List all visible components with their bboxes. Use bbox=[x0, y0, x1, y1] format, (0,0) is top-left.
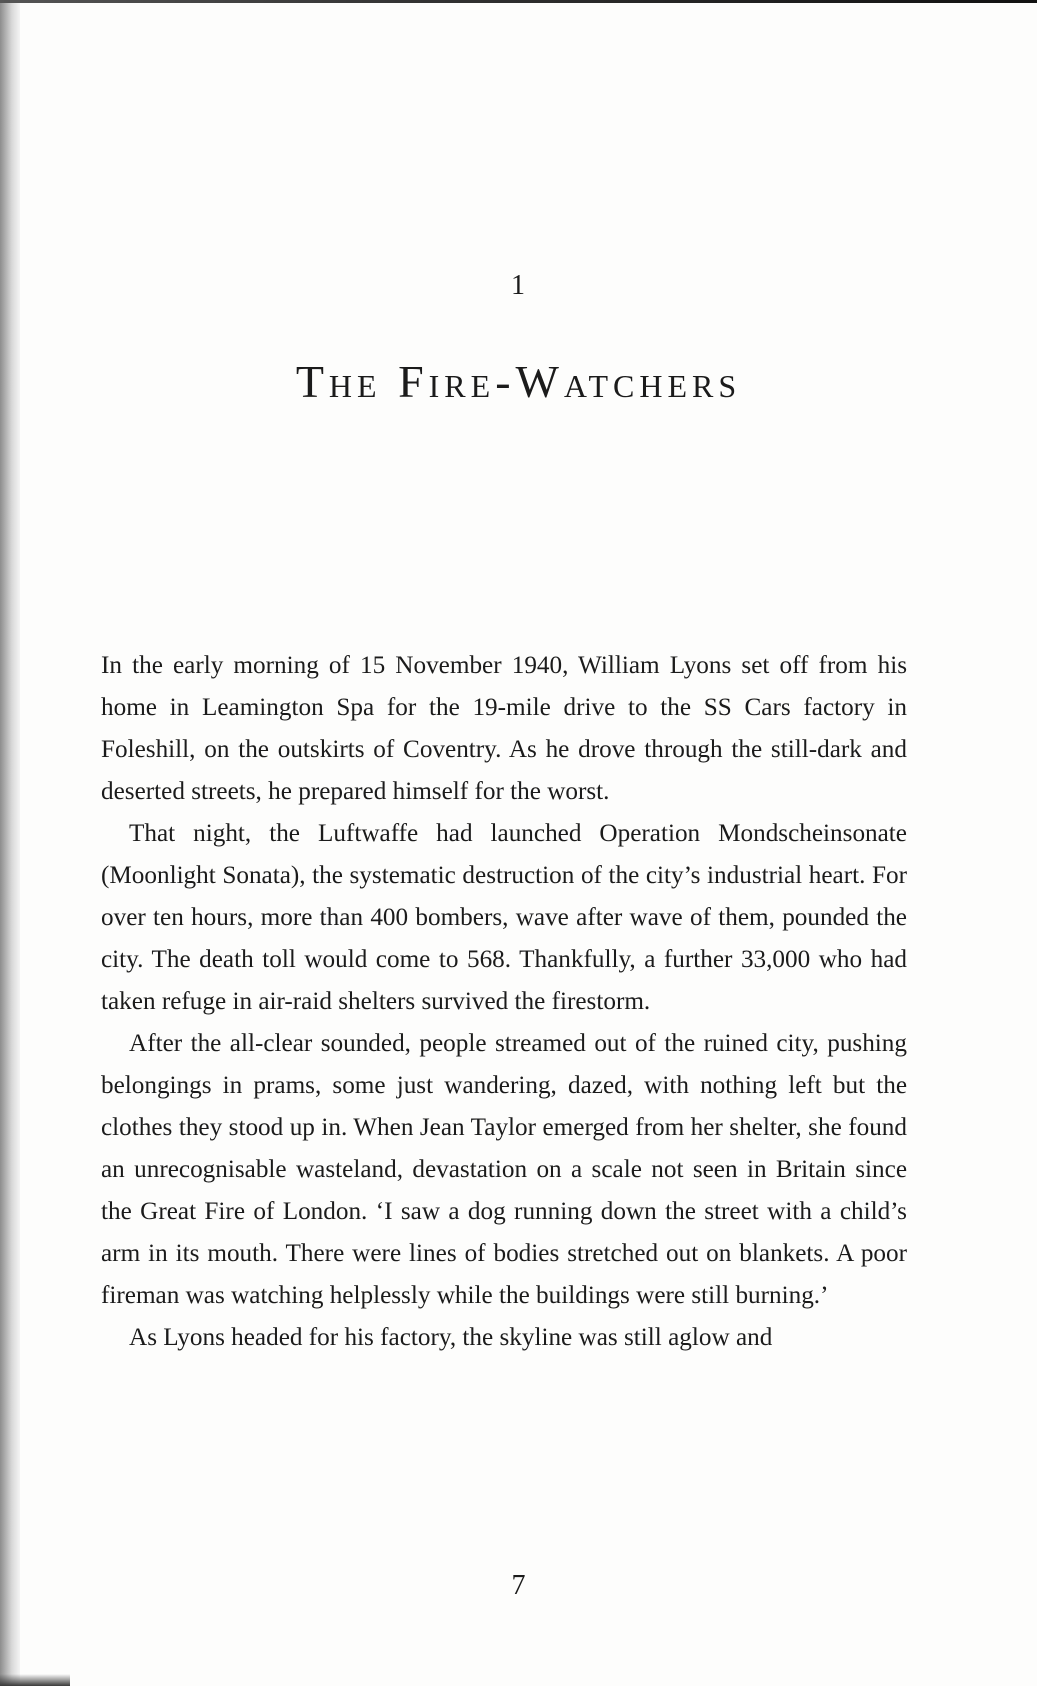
chapter-title: The Fire-Watchers bbox=[295, 356, 742, 407]
paragraph-3: After the all-clear sounded, people streamed out of the ruined city, pushing belongings in prams, some just wandering, dazed, with nothing left but the clothes they stood up in. When Jean Taylor emerged from her shelter, she found an unrecognisable wasteland, devastation on a scale not seen in Britain since the Great Fire of London. ‘I saw a dog running down the street with a child’s arm in its mouth. There were lines of bodies stretched out on blankets. A poor fireman was watching helplessly while the buildings were still burning.’ bbox=[101, 1030, 907, 1309]
paragraph-4: As Lyons headed for his factory, the skyline was still aglow and bbox=[129, 1324, 773, 1351]
scan-top-edge bbox=[0, 0, 1037, 3]
paragraph-1: In the early morning of 15 November 1940, William Lyons set off from his home in Leamington Spa for the 19-mile drive to the SS Cars factory in Foleshill, on the outskirts of Coventry. As he drove through the still-dark and deserted streets, he prepared himself for the worst. bbox=[101, 652, 907, 805]
paragraph-2: That night, the Luftwaffe had launched Operation Mondscheinsonate (Moonlight Sonata), the systematic destruction of the city’s industrial heart. For over ten hours, more than 400 bombers, wave after wave of them, pounded the city. The death toll would come to 568. Thankfully, a further 33,000 who had taken refuge in air-raid shelters survived the firestorm. bbox=[101, 820, 907, 1015]
body-text bbox=[101, 645, 907, 1359]
chapter-number: 1 bbox=[511, 270, 526, 301]
scan-bottom-shadow bbox=[0, 1674, 70, 1686]
scan-spine-edge bbox=[0, 0, 20, 1686]
page-number: 7 bbox=[511, 1570, 526, 1601]
